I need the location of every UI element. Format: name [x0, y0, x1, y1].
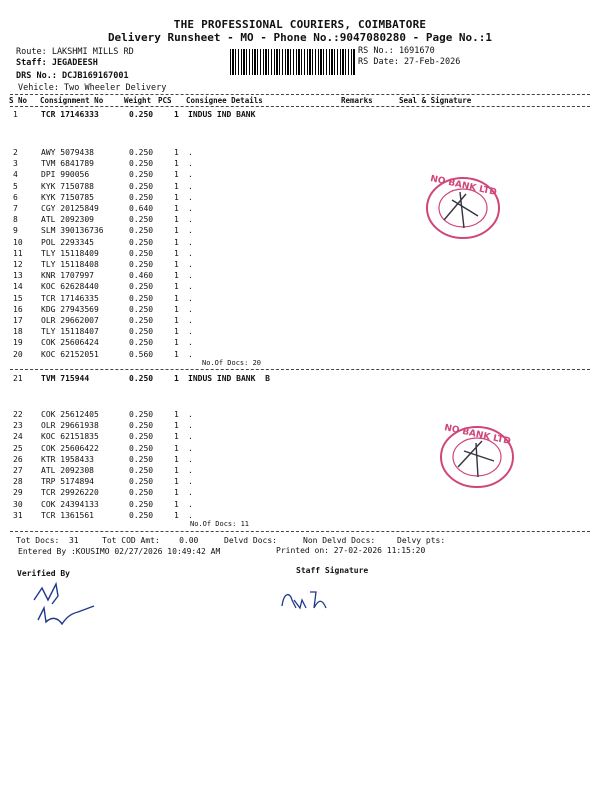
row-consignment: KNR 1707997	[41, 271, 94, 281]
row-consignment: DPI 990056	[41, 170, 90, 180]
row-pcs: 1	[174, 316, 179, 325]
rs-date: RS Date: 27-Feb-2026	[358, 57, 461, 67]
row-consignee: .	[188, 148, 193, 157]
row-sno: 7	[13, 204, 18, 213]
row-weight: 0.250	[129, 510, 154, 520]
table-row	[0, 110, 600, 121]
row-consignee: .	[188, 170, 193, 180]
table-row	[0, 511, 600, 522]
row-sno: 31	[13, 510, 23, 520]
footer-rule	[10, 531, 590, 532]
row-pcs: 1	[174, 159, 179, 169]
barcode	[230, 49, 355, 75]
bank-stamp-2	[436, 421, 518, 493]
row-consignment: POL 2293345	[41, 237, 94, 247]
row-weight: 0.250	[129, 248, 154, 258]
row-pcs: 1	[174, 432, 179, 442]
row-consignment: COK 25606422	[41, 443, 99, 453]
row-consignment: KYK 7150788	[41, 181, 94, 191]
row-pcs: 1	[174, 204, 179, 213]
row-pcs: 1	[174, 148, 179, 157]
row-sno: 17	[13, 316, 23, 325]
row-pcs: 1	[174, 443, 179, 453]
row-consignment: SLM 390136736	[41, 226, 104, 236]
row-consignee: .	[188, 327, 193, 337]
row-consignment: TVM 715944	[41, 374, 90, 383]
table-row	[0, 305, 600, 316]
row-consignment: ATL 2092308	[41, 466, 94, 475]
row-consignment: TLY 15118408	[41, 260, 99, 269]
row-sno: 21	[13, 374, 23, 383]
row-consignee: INDUS IND BANK	[188, 110, 256, 119]
row-consignee: .	[188, 226, 193, 236]
row-consignee: .	[188, 271, 193, 281]
row-weight: 0.250	[129, 192, 154, 202]
table-row	[0, 350, 600, 361]
row-pcs: 1	[174, 421, 179, 431]
row-pcs: 1	[174, 260, 179, 269]
total-cod-amount: Tot COD Amt: 0.00	[102, 536, 199, 545]
row-weight: 0.250	[129, 110, 154, 119]
row-sno: 1	[13, 110, 18, 119]
col-weight: Weight	[124, 96, 152, 105]
table-row	[0, 249, 600, 260]
group1-doc-count: No.Of Docs: 20	[202, 359, 262, 367]
row-weight: 0.250	[129, 226, 154, 236]
row-consignee: .	[188, 181, 193, 191]
row-weight: 0.250	[129, 499, 154, 509]
row-sno: 16	[13, 304, 23, 314]
row-pcs: 1	[174, 374, 179, 383]
row-consignee: .	[188, 248, 193, 258]
row-sno: 11	[13, 248, 23, 258]
staff-label: Staff: JEGADEESH	[16, 58, 98, 68]
row-sno: 9	[13, 226, 18, 236]
route-label: Route: LAKSHMI MILLS RD	[16, 47, 134, 57]
table-row	[0, 260, 600, 271]
table-row	[0, 204, 600, 215]
printed-on: Printed on: 27-02-2026 11:15:20	[276, 546, 426, 555]
row-consignee: .	[188, 215, 193, 225]
row-consignee: .	[188, 421, 193, 431]
row-consignment: KDG 27943569	[41, 304, 99, 314]
row-weight: 0.250	[129, 293, 154, 303]
row-weight: 0.250	[129, 374, 154, 383]
row-weight: 0.250	[129, 170, 154, 180]
row-weight: 0.250	[129, 432, 154, 442]
row-pcs: 1	[174, 282, 179, 292]
row-weight: 0.250	[129, 421, 154, 431]
row-consignment: KOC 62151835	[41, 432, 99, 442]
row-weight: 0.250	[129, 282, 154, 292]
row-pcs: 1	[174, 304, 179, 314]
row-pcs: 1	[174, 510, 179, 520]
row-weight: 0.560	[129, 349, 154, 359]
row-sno: 8	[13, 215, 18, 225]
row-sno: 23	[13, 421, 23, 431]
row-consignment: TRP 5174894	[41, 477, 94, 487]
row-consignee: .	[188, 477, 193, 487]
row-weight: 0.250	[129, 477, 154, 487]
row-consignee: .	[188, 338, 193, 348]
row-pcs: 1	[174, 181, 179, 191]
table-row	[0, 182, 600, 193]
row-weight: 0.250	[129, 466, 154, 475]
row-consignee: .	[188, 454, 193, 464]
row-sno: 27	[13, 466, 23, 475]
row-pcs: 1	[174, 110, 179, 119]
row-sno: 10	[13, 237, 23, 247]
row-consignee: .	[188, 237, 193, 247]
col-consignee: Consignee Details	[186, 96, 263, 105]
row-consignee: .	[188, 510, 193, 520]
row-pcs: 1	[174, 349, 179, 359]
table-row	[0, 410, 600, 421]
col-remarks: Remarks	[341, 96, 373, 105]
col-sno: S No	[9, 96, 28, 105]
total-docs: Tot Docs: 31	[16, 536, 79, 545]
col-seal-signature: Seal & Signature	[399, 96, 472, 105]
row-consignment: CGY 20125849	[41, 204, 99, 213]
row-sno: 20	[13, 349, 23, 359]
row-consignment: TCR 17146335	[41, 293, 99, 303]
row-consignee: .	[188, 293, 193, 303]
row-consignment: OLR 29661938	[41, 421, 99, 431]
row-pcs: 1	[174, 477, 179, 487]
row-consignment: TVM 6841789	[41, 159, 94, 169]
row-weight: 0.250	[129, 181, 154, 191]
row-sno: 28	[13, 477, 23, 487]
row-weight: 0.640	[129, 204, 154, 213]
row-consignee: INDUS IND BANK B	[188, 374, 270, 383]
col-pcs: PCS	[158, 96, 172, 105]
svg-text:NO BANK LTD: NO BANK LTD	[443, 423, 512, 447]
row-consignee: .	[188, 349, 193, 359]
row-pcs: 1	[174, 488, 179, 498]
row-weight: 0.460	[129, 271, 154, 281]
row-sno: 22	[13, 410, 23, 419]
row-weight: 0.250	[129, 159, 154, 169]
row-sno: 13	[13, 271, 23, 281]
row-consignee: .	[188, 466, 193, 475]
table-row	[0, 316, 600, 327]
row-weight: 0.250	[129, 215, 154, 225]
row-sno: 19	[13, 338, 23, 348]
row-pcs: 1	[174, 170, 179, 180]
row-pcs: 1	[174, 226, 179, 236]
row-sno: 14	[13, 282, 23, 292]
verified-by-label: Verified By	[17, 569, 70, 578]
row-consignment: OLR 29662007	[41, 316, 99, 325]
row-weight: 0.250	[129, 304, 154, 314]
row-pcs: 1	[174, 454, 179, 464]
row-pcs: 1	[174, 248, 179, 258]
row-consignee: .	[188, 443, 193, 453]
row-pcs: 1	[174, 410, 179, 419]
row-sno: 18	[13, 327, 23, 337]
verifier-signature	[28, 578, 98, 638]
table-row	[0, 282, 600, 293]
table-row	[0, 226, 600, 237]
row-consignment: COK 24394133	[41, 499, 99, 509]
row-weight: 0.250	[129, 316, 154, 325]
row-consignment: TLY 15118407	[41, 327, 99, 337]
row-sno: 25	[13, 443, 23, 453]
bank-stamp-1	[422, 172, 504, 244]
row-consignment: AWY 5079438	[41, 148, 94, 157]
row-pcs: 1	[174, 499, 179, 509]
row-weight: 0.250	[129, 148, 154, 157]
row-consignee: .	[188, 282, 193, 292]
row-sno: 26	[13, 454, 23, 464]
row-sno: 4	[13, 170, 18, 180]
row-consignee: .	[188, 304, 193, 314]
row-consignment: TCR 1361561	[41, 510, 94, 520]
table-row	[0, 294, 600, 305]
row-pcs: 1	[174, 215, 179, 225]
delivered-docs: Delvd Docs:	[224, 536, 277, 545]
row-consignment: KOC 62152051	[41, 349, 99, 359]
table-row	[0, 193, 600, 204]
table-row	[0, 338, 600, 349]
non-delivered-docs: Non Delvd Docs:	[303, 536, 376, 545]
col-consignment: Consignment No	[40, 96, 104, 105]
row-consignee: .	[188, 204, 193, 213]
row-sno: 12	[13, 260, 23, 269]
row-consignee: .	[188, 488, 193, 498]
row-sno: 3	[13, 159, 18, 169]
row-consignee: .	[188, 316, 193, 325]
row-consignee: .	[188, 260, 193, 269]
row-consignment: KOC 62628440	[41, 282, 99, 292]
row-consignment: TLY 15118409	[41, 248, 99, 258]
row-consignee: .	[188, 159, 193, 169]
row-weight: 0.250	[129, 338, 154, 348]
row-weight: 0.250	[129, 454, 154, 464]
row-weight: 0.250	[129, 260, 154, 269]
group-separator	[10, 369, 590, 370]
row-consignment: COK 25606424	[41, 338, 99, 348]
rs-number: RS No.: 1691670	[358, 46, 435, 56]
row-pcs: 1	[174, 237, 179, 247]
table-row	[0, 327, 600, 338]
row-sno: 30	[13, 499, 23, 509]
table-row	[0, 500, 600, 511]
row-consignee: .	[188, 432, 193, 442]
row-weight: 0.250	[129, 327, 154, 337]
row-weight: 0.250	[129, 488, 154, 498]
row-weight: 0.250	[129, 237, 154, 247]
staff-signature-label: Staff Signature	[296, 566, 369, 575]
row-consignment: KTR 1958433	[41, 454, 94, 464]
row-weight: 0.250	[129, 443, 154, 453]
header-top-rule	[10, 94, 590, 95]
table-row	[0, 170, 600, 181]
company-title: THE PROFESSIONAL COURIERS, COIMBATORE	[173, 18, 427, 31]
row-sno: 2	[13, 148, 18, 157]
table-row	[0, 271, 600, 282]
row-consignee: .	[188, 499, 193, 509]
row-pcs: 1	[174, 293, 179, 303]
row-sno: 6	[13, 192, 18, 202]
row-consignment: KYK 7150785	[41, 192, 94, 202]
row-consignment: ATL 2092309	[41, 215, 94, 225]
table-row	[0, 148, 600, 159]
header-bottom-rule	[10, 106, 590, 107]
row-pcs: 1	[174, 466, 179, 475]
row-consignment: COK 25612405	[41, 410, 99, 419]
svg-text:NO BANK LTD: NO BANK LTD	[429, 174, 498, 198]
row-consignment: TCR 17146333	[41, 110, 99, 119]
row-pcs: 1	[174, 192, 179, 202]
table-row	[0, 238, 600, 249]
entered-by: Entered By :KOUSIMO 02/27/2026 10:49:42 AM	[18, 547, 221, 556]
row-consignee: .	[188, 192, 193, 202]
row-pcs: 1	[174, 327, 179, 337]
row-sno: 24	[13, 432, 23, 442]
table-row	[0, 374, 600, 385]
table-row	[0, 215, 600, 226]
staff-signature	[278, 586, 334, 616]
row-sno: 15	[13, 293, 23, 303]
row-weight: 0.250	[129, 410, 154, 419]
row-sno: 29	[13, 488, 23, 498]
vehicle-label: Vehicle: Two Wheeler Delivery	[18, 83, 167, 93]
delivery-points: Delvy pts:	[397, 536, 446, 545]
group2-doc-count: No.Of Docs: 11	[190, 520, 250, 528]
row-consignment: TCR 29926220	[41, 488, 99, 498]
table-row	[0, 159, 600, 170]
drs-number: DRS No.: DCJB169167001	[16, 71, 129, 81]
row-pcs: 1	[174, 338, 179, 348]
row-pcs: 1	[174, 271, 179, 281]
row-sno: 5	[13, 181, 18, 191]
runsheet-title: Delivery Runsheet - MO - Phone No.:9047080280 - Page No.:1	[107, 31, 493, 44]
row-consignee: .	[188, 410, 193, 419]
